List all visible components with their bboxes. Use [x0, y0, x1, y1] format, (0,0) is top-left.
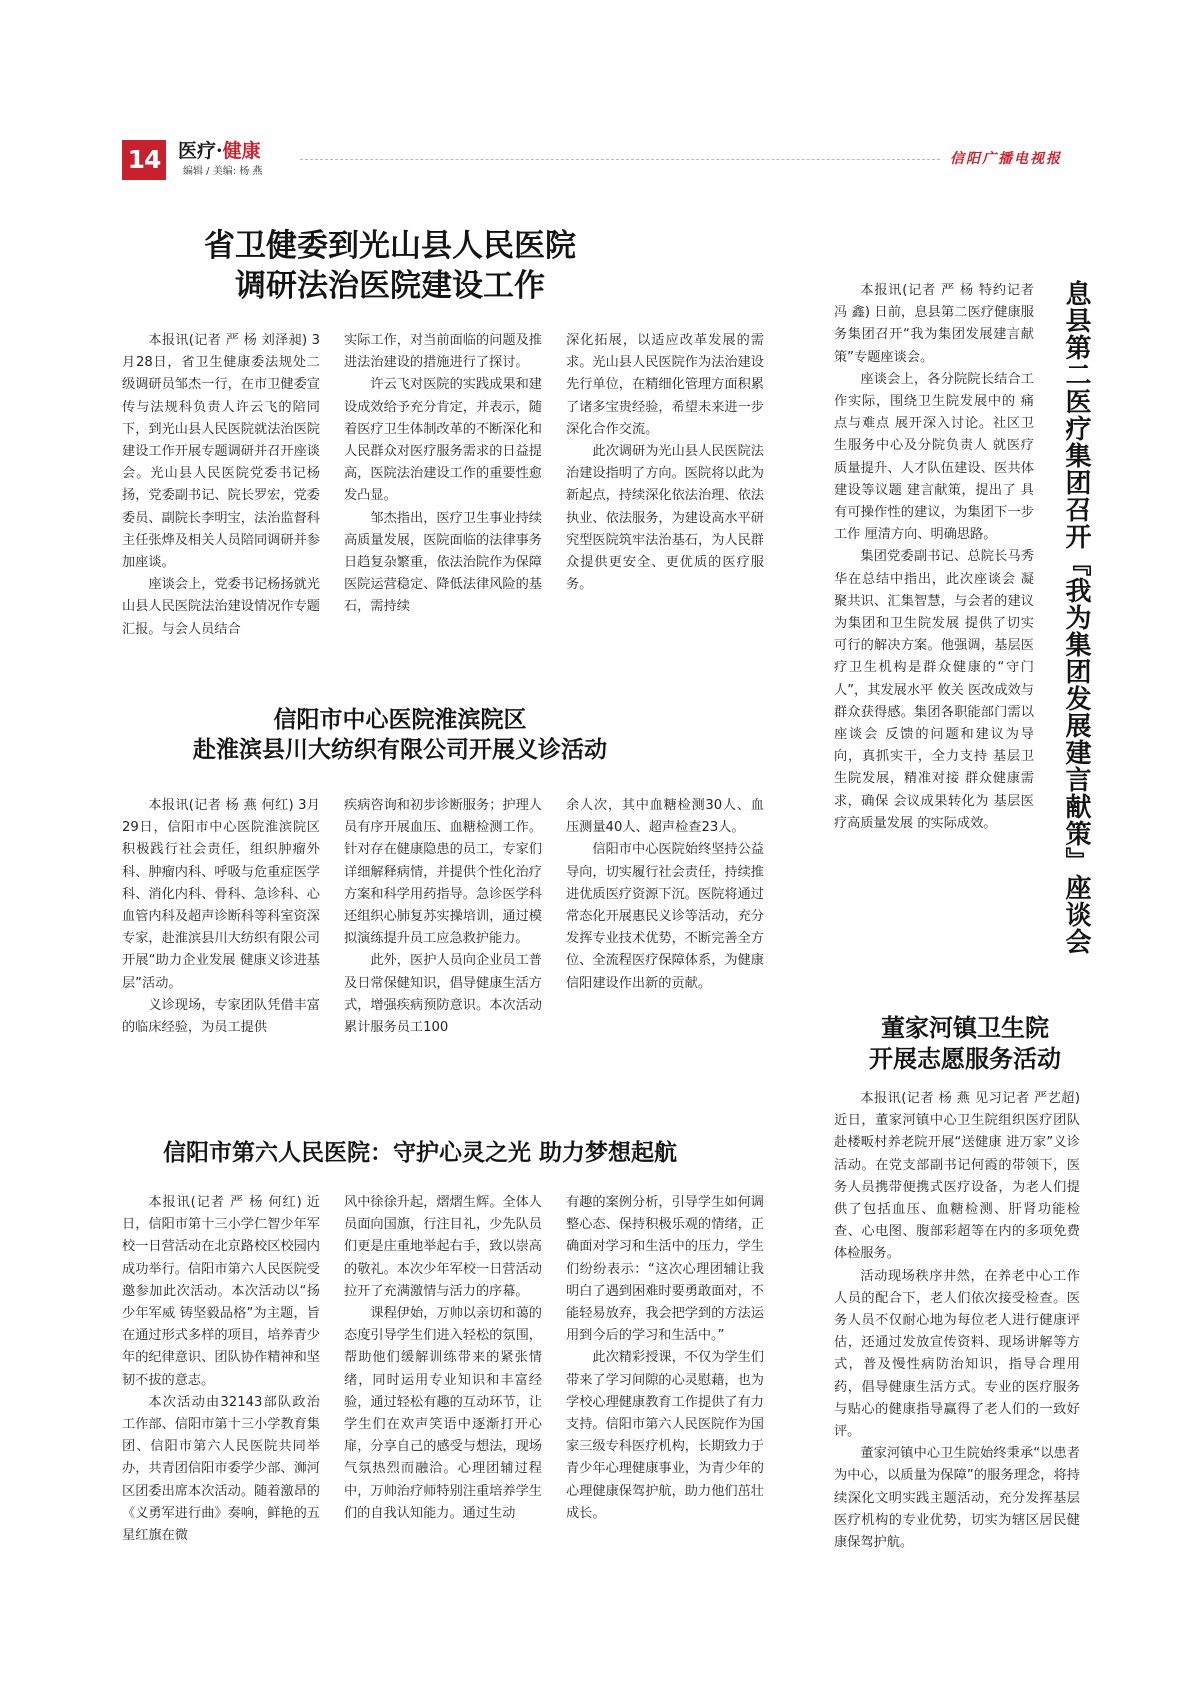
section-title-main: 医疗· [178, 140, 223, 162]
article2-column-1 [122, 795, 320, 1063]
article5-column [834, 1088, 1080, 1578]
article1-headline [120, 226, 660, 307]
article1-headline-line2: 调研法治医院建设工作 [235, 268, 545, 305]
article1-c2-p3: 邹杰指出，医疗卫生事业持续高质量发展，医院面临的法律事务日趋复杂繁重，依法治院作为保障医院运营稳定、降低法律风险的基石，需持续 [344, 510, 542, 615]
article2-c3-p2: 信阳市中心医院始终坚持公益导向，切实履行社会责任，持续推进优质医疗资源下沉。医院将通过常态化开展惠民义诊等活动，充分发挥专业技术优势，不断完善全方位、全流程医疗保障体系，为健康信阳建设作出新的贡献。 [566, 842, 764, 991]
article5-headline-line2: 开展志愿服务活动 [869, 1044, 1061, 1074]
article1-c1-p1: 本报讯(记者 严 杨 刘泽昶) 3月28日，省卫生健康委法规处二级调研员邹杰一行，在市卫健委宣传与法规科负责人许云飞的陪同下，到光山县人民医院就法治医院建设工作开展专题调研并召开座谈会。光山县人民医院党委书记杨扬，党委副书记、院长罗宏，党委委员、副院长李明宝，法治监督科主任张烨及相关人员陪同调研并参加座谈。 [122, 333, 320, 571]
section-title [178, 136, 261, 163]
article1-column-2 [344, 330, 542, 680]
article5-headline-line1: 董家河镇卫生院 [881, 1013, 1049, 1042]
article3-column-2 [344, 1192, 542, 1572]
article5-headline [820, 1012, 1110, 1074]
article1-c3-p2: 此次调研为光山县人民医院法治建设指明了方向。医院将以此为新起点，持续深化依法治理、依法执业、依法服务，为建设高水平研究型医院筑牢法治基石，为人民群众提供更安全、更优质的医疗服务。 [566, 444, 764, 593]
article1-column-3 [566, 330, 764, 680]
article3-c1-p2: 本次活动由32143部队政治工作部、信阳市第十三小学教育集团、信阳市第六人民医院共同举办，共青团信阳市委学少部、浉河区团委出席本次活动。随着激昂的《义勇军进行曲》奏响，鲜艳的五星红旗在微 [122, 1394, 320, 1544]
article2-column-2 [344, 795, 542, 1063]
article5-p2: 活动现场秩序井然，在养老中心工作人员的配合下，老人们依次接受检查。医务人员不仅耐心地为每位老人进行健康评估，还通过发放宣传资料、现场讲解等方式，普及慢性病防治知识，指导合理用药，倡导健康生活方式。专业的医疗服务与贴心的健康指导赢得了老人们的一致好评。 [834, 1268, 1080, 1440]
article4-p2: 座谈会上，各分院院长结合工作实际，围绕卫生院发展中的 痛点与难点 展开深入讨论。社区卫生服务中心及分院负责人 就医疗质量提升、人才队伍建设、医共体建设等议题 建言献策，提出了 具有可操作性的建议，为集团下一步工作 厘清方向、明确思路。 [834, 371, 1034, 543]
article3-headline-text: 信阳市第六人民医院：守护心灵之光 助力梦想起航 [162, 1139, 677, 1166]
article2-c2-p2: 此外，医护人员向企业员工普及日常保健知识，倡导健康生活方式，增强疾病预防意识。本次活动累计服务员工100 [344, 953, 542, 1036]
article1-column-1 [122, 330, 320, 680]
article3-c2-p2: 课程伊始，万帅以亲切和蔼的态度引导学生们进入轻松的氛围，帮助他们缓解训练带来的紧张情绪，同时运用专业知识和丰富经验，通过轻松有趣的互动环节，让学生们在欢声笑语中逐渐打开心扉，分享自己的感受与想法，现场气氛热烈而融洽。心理团辅过程中，万帅治疗师特别注重培养学生们的自我认知能力。通过生动 [344, 1306, 542, 1521]
page-number: 14 [122, 140, 166, 180]
article3-c1-p1: 本报讯(记者 严 杨 何红) 近日，信阳市第十三小学仁智少年军校一日营活动在北京路校区校园内成功举行。信阳市第六人民医院受邀参加此次活动。本次活动以“扬少年军威 铸坚毅品格”为主题，旨在通过形式多样的项目，培养青少年的纪律意识、团队协作精神和坚韧不拔的意志。 [122, 1195, 320, 1388]
article3-column-3 [566, 1192, 764, 1572]
article5-p3: 董家河镇中心卫生院始终秉承“以患者为中心，以质量为保障”的服务理念，将持续深化文明实践主题活动，充分发挥基层医疗机构的专业优势，切实为辖区居民健康保驾护航。 [834, 1446, 1080, 1551]
article5-p1: 本报讯(记者 杨 燕 见习记者 严艺超) 近日，董家河镇中心卫生院组织医疗团队赴楼畈村养老院开展“送健康 进万家”义诊活动。在党支部副书记何霞的带领下，医务人员携带便携式医疗设备，为老人们提供了包括血压、血糖检测、肝肾功能检查、心电图、腹部彩超等在内的多项免费体检服务。 [834, 1091, 1080, 1262]
article1-c2-p2: 许云飞对医院的实践成果和建设成效给予充分肯定，并表示，随着医疗卫生体制改革的不断深化和人民群众对医疗服务需求的日益提高，医院法治建设工作的重要性愈发凸显。 [344, 377, 542, 504]
newspaper-name: 信阳广播电视报 [950, 151, 1062, 167]
article4-vertical-headline: 息县第二医疗集团召开『我为集团发展建言献策』座谈会 [1061, 280, 1091, 955]
article3-c3-p2: 此次精彩授课，不仅为学生们带来了学习间隙的心灵慰藉，也为学校心理健康教育工作提供了有力支持。信阳市第六人民医院作为国家三级专科医疗机构，长期致力于青少年心理健康事业，为青少年的心理健康保驾护航，助力他们茁壮成长。 [566, 1350, 764, 1521]
editor-credit: 编辑 / 美编: 杨 燕 [183, 166, 263, 177]
article2-c3-p1: 余人次，其中血糖检测30人、血压测量40人、超声检查23人。 [566, 798, 764, 836]
article3-c3-p1: 有趣的案例分析，引导学生如何调整心态、保持积极乐观的情绪，正确面对学习和生活中的压力，学生们纷纷表示：“这次心理团辅让我明白了遇到困难时要勇敢面对，不能轻易放弃，我会把学到的方法运用到今后的学习和生活中。” [566, 1195, 764, 1344]
article3-column-1 [122, 1192, 320, 1572]
article2-column-3 [566, 795, 764, 1063]
article4-p1: 本报讯(记者 严 杨 特约记者 冯 鑫) 日前，息县第二医疗健康服务集团召开“我为集团发展建言献策”专题座谈会。 [834, 283, 1034, 365]
article2-c1-p1: 本报讯(记者 杨 燕 何红) 3月29日，信阳市中心医院淮滨院区积极践行社会责任，组织肿瘤外科、肿瘤内科、呼吸与危重症医学科、消化内科、骨科、急诊科、心血管内科及超声诊断科等科室资深专家，赴淮滨县川大纺织有限公司开展“助力企业发展 健康义诊进基层”活动。 [122, 798, 320, 991]
header-divider [300, 159, 940, 160]
section-title-accent: 健康 [222, 140, 261, 162]
article3-headline [120, 1138, 720, 1168]
article2-headline-line1: 信阳市中心医院淮滨院区 [273, 706, 527, 733]
article4-column [834, 280, 1034, 940]
article1-headline-line1: 省卫健委到光山县人民医院 [204, 228, 576, 264]
article1-c2-p1: 实际工作，对当前面临的问题及推进法治建设的措施进行了探讨。 [344, 333, 542, 371]
article2-headline [120, 705, 680, 765]
article2-c2-p1: 疾病咨询和初步诊断服务；护理人员有序开展血压、血糖检测工作。针对存在健康隐患的员工，专家们详细解释病情，并提供个性化治疗方案和科学用药指导。急诊医学科还组织心肺复苏实操培训，通过模拟演练提升员工应急救护能力。 [344, 798, 542, 947]
article1-c1-p2: 座谈会上，党委书记杨扬就光山县人民医院法治建设情况作专题汇报。与会人员结合 [122, 577, 320, 637]
article2-headline-line2: 赴淮滨县川大纺织有限公司开展义诊活动 [193, 735, 607, 763]
article2-c1-p2: 义诊现场，专家团队凭借丰富的临床经验，为员工提供 [122, 997, 320, 1036]
article4-p3: 集团党委副书记、总院长马秀华在总结中指出，此次座谈会 凝聚共识、汇集智慧，与会者的建议为集团和卫生院发展 提供了切实可行的解决方案。他强调，基层医疗卫生机构是群众健康的“守门人”，其发展水平 攸关 医改成效与群众获得感。集团各职能部门需以座谈会 反馈的问题和建议为导向，真抓实干，全力支持 基层卫生院发展，精准对接 群众健康需求，确保 会议成果转化为 基层医疗高质量发展 的实际成效。 [834, 549, 1034, 831]
article3-c2-p1: 风中徐徐升起，熠熠生辉。全体人员面向国旗，行注目礼，少先队员们更是庄重地举起右手，致以崇高的敬礼。本次少年军校一日营活动拉开了充满激情与活力的序幕。 [344, 1195, 542, 1299]
article1-c3-p1: 深化拓展，以适应改革发展的需求。光山县人民医院作为法治建设先行单位，在精细化管理方面积累了诸多宝贵经验，希望未来进一步深化合作交流。 [566, 333, 764, 437]
